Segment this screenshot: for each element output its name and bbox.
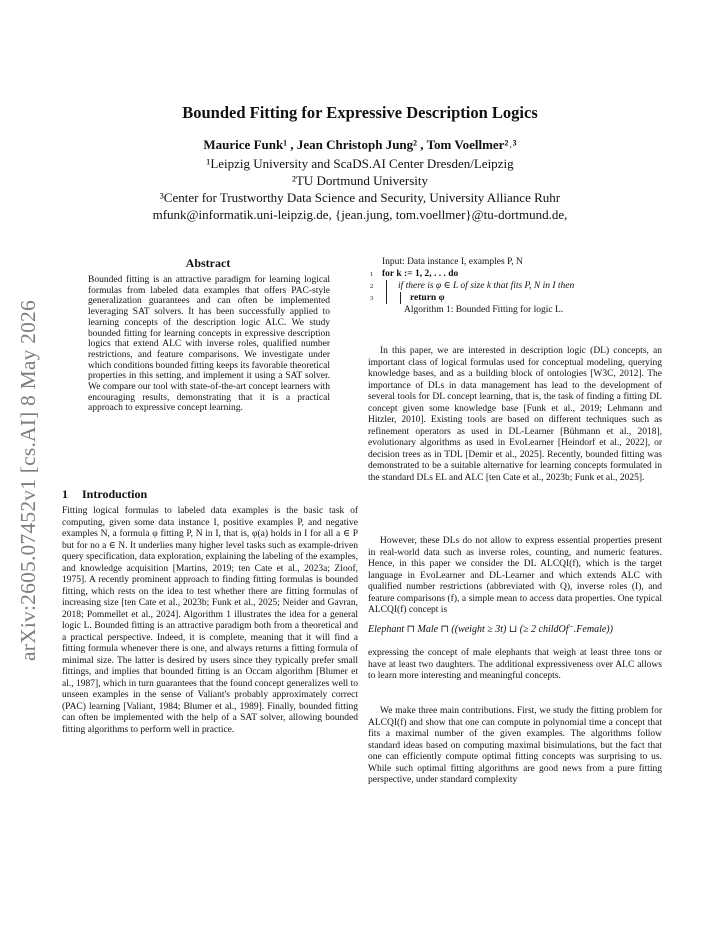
- example-concept-formula: Elephant ⊓ Male ⊓ ((weight ≥ 3t) ⊔ (≥ 2 childOf⁻.Female)): [368, 624, 613, 635]
- arxiv-stamp: [6, 270, 50, 690]
- right-paragraph-2: However, these DLs do not allow to express essential properties present in real-world data such as inverse roles, counting, and numeric features. Hence, in this paper we consider the DL ALCQI(f), which is the target language in EvoLearner and DL-Learner and which extends ALC with qualified number restrictions (abbreviated with Q), inverse roles (I), and feature comparisons (f), a simple mean to access data properties. One typical ALCQI(f) concept is: [368, 536, 662, 615]
- affiliation-3: ³Center for Trustworthy Data Science and Security, University Alliance Ruhr: [159, 190, 561, 205]
- algorithm-line-2: 2 if there is φ ∈ L of size k that fits P, N in I then: [370, 281, 575, 291]
- abstract-text: Bounded fitting is an attractive paradigm for learning logical formulas from labeled data examples that offers PAC-style generalization guarantees and can often be implemented leveraging SAT solvers. It has been successfully applied to learning concepts of the description logic ALC. We study bounded fitting for learning concepts in expressive description logics that extend ALC with inverse roles, qualified number restrictions, and feature comparisons. We investigate under which conditions bounded fitting keeps its favorable theoretical properties in this setting, and implement it using a SAT solver. We compare our tool with state-of-the-art concept learners with encouraging results, demonstrating that it is a practical approach to expressive concept learning.: [88, 275, 330, 414]
- indent-bar: [386, 280, 387, 292]
- intro-paragraph-1: Fitting logical formulas to labeled data examples is the basic task of computing, given some data instance I, positive examples P, and negative examples N, a formula φ fitting P, N in I, that is, φ(a) holds in I for all a ∈ P but for no a ∈ N. It underlies many higher level tasks such as example-driven query specification, data exploration, explaining the labeling of the examples, and knowledge acquisition [Martins, 2019; ten Cate et al., 2023a; Zloof, 1975]. A recently prominent approach to finding fitting formulas is bounded fitting, which rests on the idea to test whether there are fitting formulas of increasing size [ten Cate et al., 2023b; Funk et al., 2025; Neider and Gavran, 2018; Pommellet et al., 2024]. Algorithm 1 illustrates the idea for a general logic L. Bounded fitting is an attractive paradigm both from a theoretical and a practical perspective. Indeed, it is complete, meaning that it will find a fitting formula whenever there is one, and always returns a fitting formula of minimal size. The latter is desired by users since they typically prefer small fittings, and implies that bounded fitting is an Occam algorithm [Blumer et al., 1987], which in turn guarantees that the found concept generalizes well to unseen examples in the sense of Valiant's probably approximately correct (PAC) learning [Valiant, 1984; Blumer et al., 1989]. Finally, bounded fitting can often be implemented with the help of a SAT solver, allowing bounded fitting algorithms to perform well in practice.: [62, 506, 358, 735]
- line-number: 1: [370, 271, 374, 278]
- line-number: 2: [370, 283, 374, 290]
- algorithm-line-1: 1 for k := 1, 2, . . . do: [370, 269, 459, 279]
- affiliation-1: ¹Leipzig University and ScaDS.AI Center Dresden/Leipzig: [206, 156, 514, 171]
- right-paragraph-1: In this paper, we are interested in description logic (DL) concepts, an important class of logical formulas used for conceptual modeling, querying knowledge bases, and as a building block of ontologies [W3C, 2012]. The importance of DLs in data management has lead to the development of several tools for DL concept learning, that is, the task of finding a fitting DL concept given some knowledge base [Funk et al., 2019; Lehmann and Hitzler, 2010]. Existing tools are based on different techniques such as refinement operators as used in DL-Learner [Bühmann et al., 2018], evolutionary algorithms as used in EvoLearner [Heindorf et al., 2022], or decision trees as in TDL [Demir et al., 2025]. Recently, bounded fitting was demonstrated to be a suitable alternative for learning concepts formulated in the standard DLs EL and ALC [ten Cate et al., 2023b; Funk et al., 2025].: [368, 346, 662, 483]
- line-number: 3: [370, 295, 374, 302]
- section-heading-introduction: [62, 487, 147, 502]
- algorithm-line-3: 3 return φ: [370, 293, 445, 303]
- section-title: Introduction: [82, 487, 148, 501]
- algorithm-1-box: [368, 256, 662, 316]
- paper-title: Bounded Fitting for Expressive Description Logics: [182, 103, 538, 122]
- algorithm-caption: Algorithm 1: Bounded Fitting for logic L.: [404, 305, 564, 315]
- arxiv-id: arXiv:2605.07452v1 [cs.AI] 8 May 2026: [15, 299, 40, 661]
- author-list: Maurice Funk¹ , Jean Christoph Jung² , Tom Voellmer²˒³: [203, 137, 517, 152]
- indent-bar: [400, 292, 401, 304]
- right-paragraph-3: expressing the concept of male elephants that weigh at least three tons or have at least two daughters. The additional expressiveness over ALC allows to learn more interesting and meaningful concepts.: [368, 648, 662, 681]
- indent-bar: [386, 292, 387, 304]
- algorithm-input: Input: Data instance I, examples P, N: [382, 257, 523, 267]
- abstract-heading: Abstract: [185, 256, 231, 270]
- right-paragraph-4: We make three main contributions. First, we study the fitting problem for ALCQI(f) and show that one can compute in polynomial time a concept that fits a maximal number of the given examples. The algorithms follow standard ideas based on computing maximal bisimulations, but the fact that one can efficiently compute optimal fitting concepts was surprising to us. While such optimal fitting algorithms are good news from a pure fitting perspective, under standard complexity: [368, 706, 662, 785]
- author-emails: mfunk@informatik.uni-leipzig.de, {jean.jung, tom.voellmer}@tu-dortmund.de,: [152, 207, 568, 222]
- affiliation-2: ²TU Dortmund University: [291, 173, 429, 188]
- section-number: 1: [62, 487, 68, 501]
